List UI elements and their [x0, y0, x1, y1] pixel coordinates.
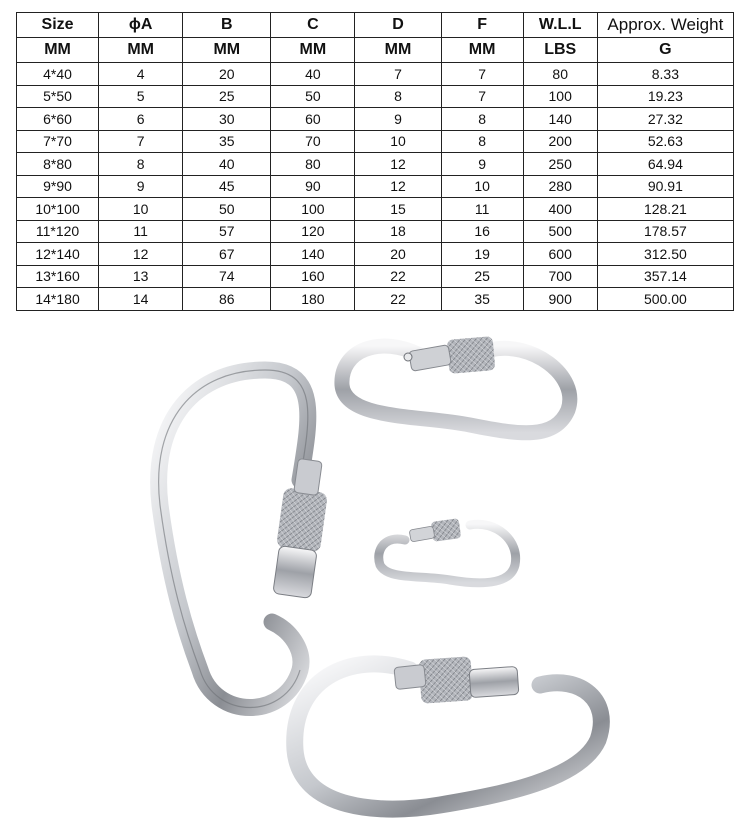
cell-phi-a: 5 [99, 85, 183, 108]
cell-weight: 27.32 [597, 108, 733, 131]
unit-f: MM [441, 38, 523, 63]
header-f: F [441, 13, 523, 38]
cell-wll: 280 [523, 175, 597, 198]
cell-weight: 500.00 [597, 288, 733, 311]
cell-wll: 140 [523, 108, 597, 131]
header-size: Size [17, 13, 99, 38]
cell-weight: 128.21 [597, 198, 733, 221]
cell-f: 25 [441, 265, 523, 288]
cell-c: 160 [271, 265, 355, 288]
cell-wll: 600 [523, 243, 597, 266]
cell-phi-a: 8 [99, 153, 183, 176]
cell-c: 70 [271, 130, 355, 153]
cell-phi-a: 4 [99, 63, 183, 86]
cell-wll: 250 [523, 153, 597, 176]
table-row [17, 288, 734, 311]
cell-size: 7*70 [17, 130, 99, 153]
cell-wll: 100 [523, 85, 597, 108]
header-wll: W.L.L [523, 13, 597, 38]
table-row [17, 130, 734, 153]
cell-c: 120 [271, 220, 355, 243]
cell-c: 50 [271, 85, 355, 108]
cell-wll: 500 [523, 220, 597, 243]
cell-weight: 312.50 [597, 243, 733, 266]
cell-c: 90 [271, 175, 355, 198]
table-body [17, 63, 734, 311]
table-row [17, 220, 734, 243]
cell-b: 45 [183, 175, 271, 198]
cell-b: 57 [183, 220, 271, 243]
unit-size: MM [17, 38, 99, 63]
cell-b: 67 [183, 243, 271, 266]
cell-weight: 64.94 [597, 153, 733, 176]
cell-weight: 357.14 [597, 265, 733, 288]
table-row [17, 198, 734, 221]
cell-phi-a: 6 [99, 108, 183, 131]
cell-wll: 900 [523, 288, 597, 311]
cell-size: 12*140 [17, 243, 99, 266]
cell-phi-a: 14 [99, 288, 183, 311]
unit-weight: G [597, 38, 733, 63]
cell-c: 180 [271, 288, 355, 311]
table-row [17, 175, 734, 198]
cell-weight: 90.91 [597, 175, 733, 198]
cell-f: 10 [441, 175, 523, 198]
cell-wll: 700 [523, 265, 597, 288]
cell-d: 9 [355, 108, 441, 131]
unit-d: MM [355, 38, 441, 63]
cell-d: 22 [355, 265, 441, 288]
header-d: D [355, 13, 441, 38]
cell-f: 35 [441, 288, 523, 311]
cell-size: 11*120 [17, 220, 99, 243]
cell-phi-a: 7 [99, 130, 183, 153]
cell-size: 10*100 [17, 198, 99, 221]
cell-b: 86 [183, 288, 271, 311]
table-row [17, 108, 734, 131]
carabiner-large-vertical [159, 370, 328, 708]
cell-size: 6*60 [17, 108, 99, 131]
cell-d: 12 [355, 153, 441, 176]
carabiner-top-right [342, 336, 570, 433]
cell-phi-a: 10 [99, 198, 183, 221]
cell-d: 10 [355, 130, 441, 153]
cell-f: 7 [441, 63, 523, 86]
cell-size: 4*40 [17, 63, 99, 86]
cell-phi-a: 12 [99, 243, 183, 266]
header-phi-a: ɸA [99, 13, 183, 38]
cell-d: 22 [355, 288, 441, 311]
spec-table [16, 12, 734, 311]
cell-f: 8 [441, 108, 523, 131]
cell-b: 50 [183, 198, 271, 221]
table-row [17, 265, 734, 288]
table-row [17, 243, 734, 266]
unit-phi-a: MM [99, 38, 183, 63]
cell-phi-a: 9 [99, 175, 183, 198]
table-header [17, 13, 734, 63]
header-weight: Approx. Weight [597, 13, 733, 38]
cell-size: 14*180 [17, 288, 99, 311]
cell-f: 19 [441, 243, 523, 266]
cell-c: 60 [271, 108, 355, 131]
cell-d: 20 [355, 243, 441, 266]
cell-b: 40 [183, 153, 271, 176]
carabiner-small-center [379, 518, 516, 583]
cell-f: 11 [441, 198, 523, 221]
cell-wll: 400 [523, 198, 597, 221]
cell-phi-a: 13 [99, 265, 183, 288]
cell-b: 74 [183, 265, 271, 288]
header-c: C [271, 13, 355, 38]
cell-size: 5*50 [17, 85, 99, 108]
cell-c: 80 [271, 153, 355, 176]
cell-b: 20 [183, 63, 271, 86]
cell-weight: 19.23 [597, 85, 733, 108]
cell-b: 35 [183, 130, 271, 153]
cell-f: 7 [441, 85, 523, 108]
cell-weight: 178.57 [597, 220, 733, 243]
table-row [17, 63, 734, 86]
cell-wll: 200 [523, 130, 597, 153]
cell-d: 8 [355, 85, 441, 108]
unit-wll: LBS [523, 38, 597, 63]
product-photo [0, 330, 750, 826]
cell-size: 9*90 [17, 175, 99, 198]
header-row-units [17, 38, 734, 63]
header-row-labels [17, 13, 734, 38]
cell-c: 40 [271, 63, 355, 86]
table-row [17, 85, 734, 108]
cell-size: 13*160 [17, 265, 99, 288]
cell-c: 140 [271, 243, 355, 266]
cell-wll: 80 [523, 63, 597, 86]
cell-b: 25 [183, 85, 271, 108]
cell-c: 100 [271, 198, 355, 221]
cell-weight: 8.33 [597, 63, 733, 86]
table-row [17, 153, 734, 176]
cell-phi-a: 11 [99, 220, 183, 243]
cell-d: 18 [355, 220, 441, 243]
cell-f: 9 [441, 153, 523, 176]
unit-c: MM [271, 38, 355, 63]
cell-d: 7 [355, 63, 441, 86]
cell-d: 15 [355, 198, 441, 221]
cell-b: 30 [183, 108, 271, 131]
carabiner-bottom-right [295, 656, 602, 809]
cell-weight: 52.63 [597, 130, 733, 153]
unit-b: MM [183, 38, 271, 63]
cell-f: 16 [441, 220, 523, 243]
cell-d: 12 [355, 175, 441, 198]
header-b: B [183, 13, 271, 38]
cell-size: 8*80 [17, 153, 99, 176]
cell-f: 8 [441, 130, 523, 153]
